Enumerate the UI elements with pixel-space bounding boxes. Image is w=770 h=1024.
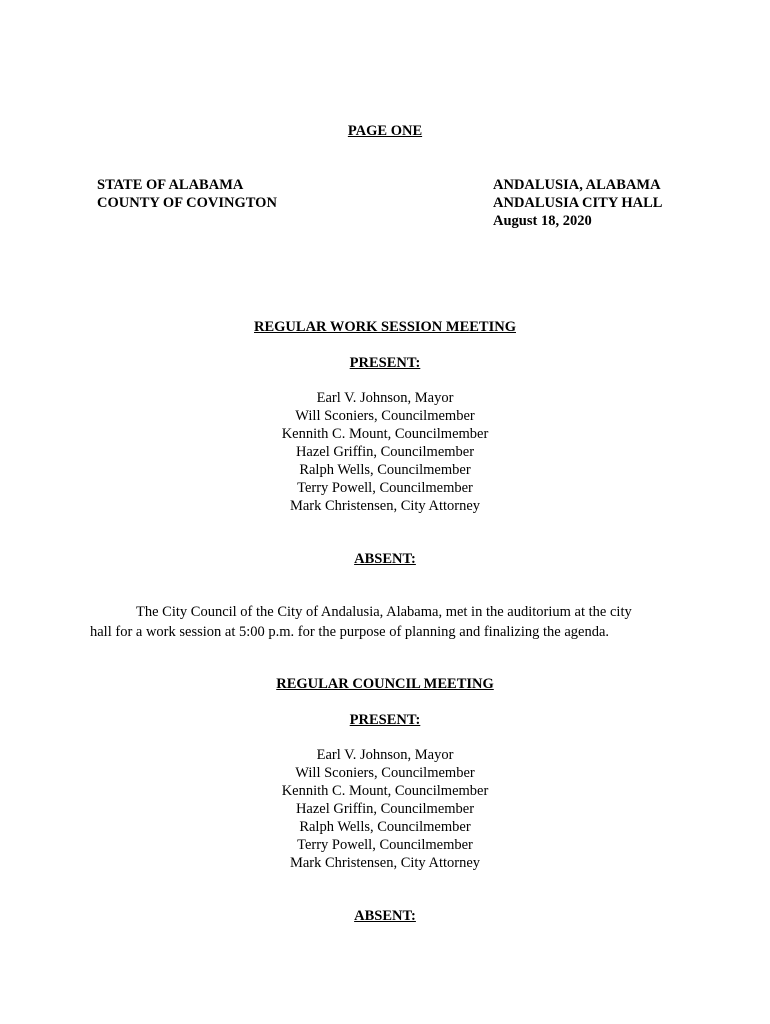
list-item: Mark Christensen, City Attorney	[289, 498, 481, 514]
state-line: STATE OF ALABAMA	[97, 177, 244, 193]
list-item: Will Sconiers, Councilmember	[295, 765, 475, 781]
list-item: Kennith C. Mount, Councilmember	[281, 783, 489, 799]
list-item: Ralph Wells, Councilmember	[299, 819, 471, 835]
list-item: Terry Powell, Councilmember	[297, 480, 473, 496]
list-item: Earl V. Johnson, Mayor	[316, 747, 454, 763]
council-meeting-title: REGULAR COUNCIL MEETING	[276, 676, 494, 692]
work-session-paragraph-line2: hall for a work session at 5:00 p.m. for the purpose of planning and finalizing the agenda.	[90, 624, 610, 640]
list-item: Hazel Griffin, Councilmember	[295, 801, 475, 817]
county-line: COUNTY OF COVINGTON	[97, 195, 277, 211]
list-item: Hazel Griffin, Councilmember	[295, 444, 475, 460]
work-session-title: REGULAR WORK SESSION MEETING	[254, 319, 516, 335]
work-session-present-list	[0, 389, 770, 515]
location-line: ANDALUSIA CITY HALL	[493, 195, 663, 211]
council-meeting-present-label: PRESENT:	[349, 712, 421, 728]
list-item: Will Sconiers, Councilmember	[295, 408, 475, 424]
list-item: Mark Christensen, City Attorney	[289, 855, 481, 871]
page-label: PAGE ONE	[347, 123, 423, 139]
list-item: Ralph Wells, Councilmember	[299, 462, 471, 478]
list-item: Terry Powell, Councilmember	[297, 837, 473, 853]
council-meeting-present-list	[0, 746, 770, 872]
list-item: Earl V. Johnson, Mayor	[316, 390, 454, 406]
work-session-absent-label: ABSENT:	[354, 551, 416, 567]
work-session-paragraph-line1: The City Council of the City of Andalusia, Alabama, met in the auditorium at the city	[136, 604, 632, 620]
work-session-present-label: PRESENT:	[349, 355, 421, 371]
left-header	[97, 176, 277, 212]
right-header	[493, 176, 662, 230]
city-line: ANDALUSIA, ALABAMA	[493, 177, 661, 193]
date-line: August 18, 2020	[493, 213, 592, 229]
list-item: Kennith C. Mount, Councilmember	[281, 426, 489, 442]
council-meeting-absent-label: ABSENT:	[354, 908, 416, 924]
